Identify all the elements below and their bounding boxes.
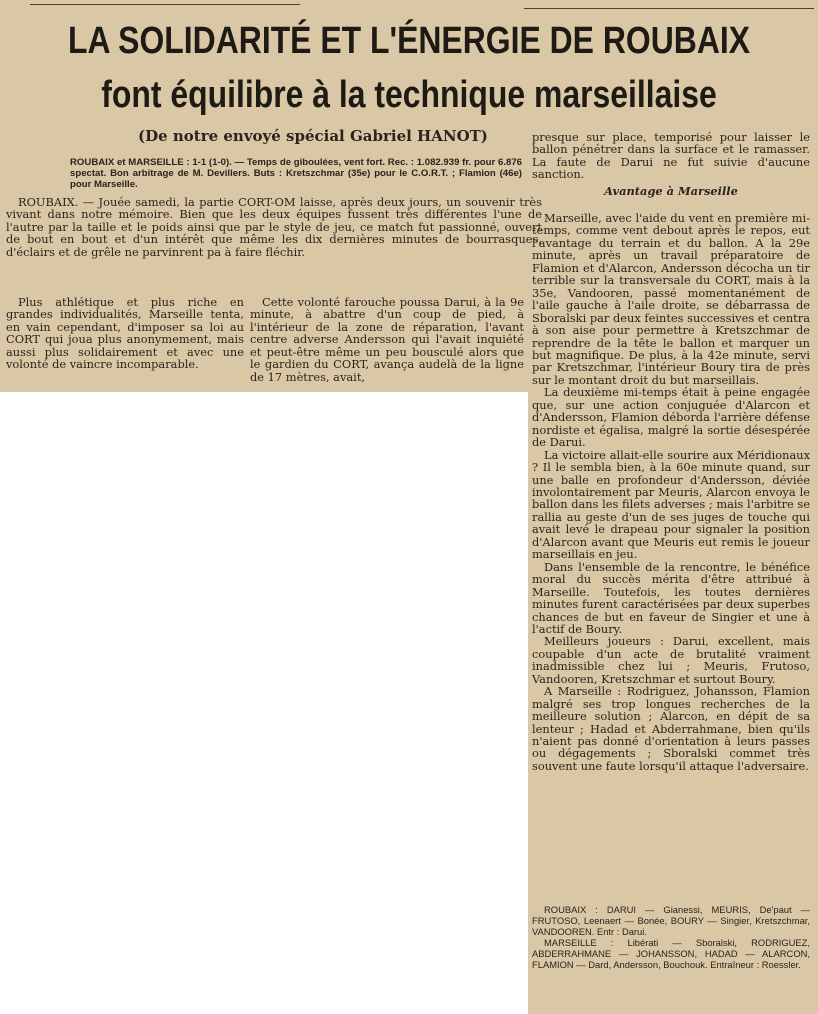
team-lineups <box>532 904 810 970</box>
subheading: Avantage à Marseille <box>604 183 738 198</box>
paragraph: Cette volonté farouche poussa Darui, à la 9e minute, à abattre d'un coup de pied, à l'intérieur de la zone de réparation, l'avant centre adverse Andersson qui l'avait inquiété et peut-être même un peu bousculé alors que le gardien du CORT, avança audelà de la ligne de 17 mètres, avait, <box>250 295 524 384</box>
paragraph: La victoire allait-elle sourire aux Méridionaux ? Il le sembla bien, à la 60e minute quand, sur une balle en profondeur d'Andersson, déviée involontairement par Meuris, Alarcon envoya le ballon dans les filets adverses ; mais l'arbitre se rallia au geste d'un de ses juges de touche qui avait levé le drapeau pour signaler la position d'Alarcon avant que Meuris eut remis le joueur marseillais en jeu. <box>532 447 810 562</box>
paragraph: A Marseille : Rodriguez, Johansson, Flamion malgré ses trop longues recherches de la meilleure solution ; Alarcon, en dépit de sa lenteur ; Hadad et Abderrahmane, bien qu'ils n'aient pas donné d'orientation à leurs passes ou dégagements ; Sboralski commet très souvent une faute lorsqu'il attaque l'adversaire. <box>532 684 810 773</box>
column-3-top <box>532 131 810 200</box>
lineup-marseille: MARSEILLE : Libérati — Sboralski, RODRIGUEZ, ABDERRAHMANE — JOHANSSON, HADAD — ALARCON, FLAMION — Dard, Andersson, Bouchouk. Entraîneur : Roessler. <box>532 937 810 970</box>
paragraph: ROUBAIX. — Jouée samedi, la partie CORT-OM laisse, après deux jours, un souvenir très vivant dans notre mémoire. Bien que les deux équipes fussent très différentes l'une de l'autre par la taille et le poids ainsi que par le style de jeu, ce match fut passionné, ouvert de bout en bout et d'un intérêt que même les dix dernières minutes de bourrasques, d'éclairs et de grêle ne parvinrent pa à faire fléchir. <box>6 195 542 259</box>
lineup-roubaix: ROUBAIX : DARUI — Gianessi, MEURIS, De'paut — FRUTOSO, Leenaert — Bonée, BOURY — Singier, Kretszchmar, VANDOOREN. Entr : Darui. <box>532 904 810 937</box>
headline-line-1: LA SOLIDARITÉ ET L'ÉNERGIE DE ROUBAIX <box>67 20 751 62</box>
column-3 <box>532 212 810 772</box>
paragraph: Meilleurs joueurs : Darui, excellent, mais coupable d'un acte de brutalité vraiment inadmissible chez lui ; Meuris, Frutoso, Vandooren, Kretszchmar et surtout Boury. <box>532 634 810 686</box>
intro-paragraph <box>6 196 542 258</box>
match-summary: ROUBAIX et MARSEILLE : 1-1 (1-0). — Temps de giboulées, vent fort. Rec. : 1.082.939 fr. pour 6.876 spectat. Bon arbitrage de M. Devillers. Buts : Kretszchmar (35e) pour le C.O.R.T. ; Flamion (46e) pour Marseille. <box>70 157 522 191</box>
paragraph: Marseille, avec l'aide du vent en première mi-temps, comme vent debout après le repos, eut l'avantage du terrain et du ballon. A la 29e minute, après un travail préparatoire de Flamion et d'Alarcon, Andersson décocha un tir terrible sur la transversale du CORT, mais à la 35e, Vandooren, passé momentanément de l'aile gauche à l'aile droite, se débarrassa de Sboralski par deux feintes successives et centra à son aise pour permettre à Kretszchmar de reprendre de la tête le ballon et marquer un but magnifique. De plus, à la 42e minute, servi par Kretszchmar, l'intérieur Boury tira de près sur le montant droit du but marseillais. <box>532 211 810 387</box>
column-2 <box>250 296 524 383</box>
headline-line-2: font équilibre à la technique marseillaise <box>101 74 717 116</box>
byline: (De notre envoyé spécial Gabriel HANOT) <box>138 127 488 145</box>
top-rule-left <box>30 4 300 5</box>
paragraph: La deuxième mi-temps était à peine engagée que, sur une action conjuguée d'Alarcon et d'Andersson, Flamion déborda l'arrière défense nordiste et égalisa, malgré la sortie désespérée de Darui. <box>532 385 810 450</box>
top-rule-right <box>524 8 814 9</box>
column-1 <box>6 296 244 371</box>
paragraph: Plus athlétique et plus riche en grandes individualités, Marseille tenta, en vain cependant, d'imposer sa loi au CORT qui joua plus anonymement, mais aussi plus solidairement et avec une volonté de vaincre incomparable. <box>6 295 244 372</box>
paragraph: presque sur place, temporisé pour laisser le ballon pénétrer dans la surface et le ramasser. La faute de Darui ne fut suivie d'aucune sanction. <box>532 130 810 182</box>
paragraph: Dans l'ensemble de la rencontre, le bénéfice moral du succès mérita d'être attribué à Marseille. Toutefois, les toutes dernières minutes furent caractérisées par deux superbes chances de but en faveur de Singier et une à l'actif de Boury. <box>532 559 810 636</box>
